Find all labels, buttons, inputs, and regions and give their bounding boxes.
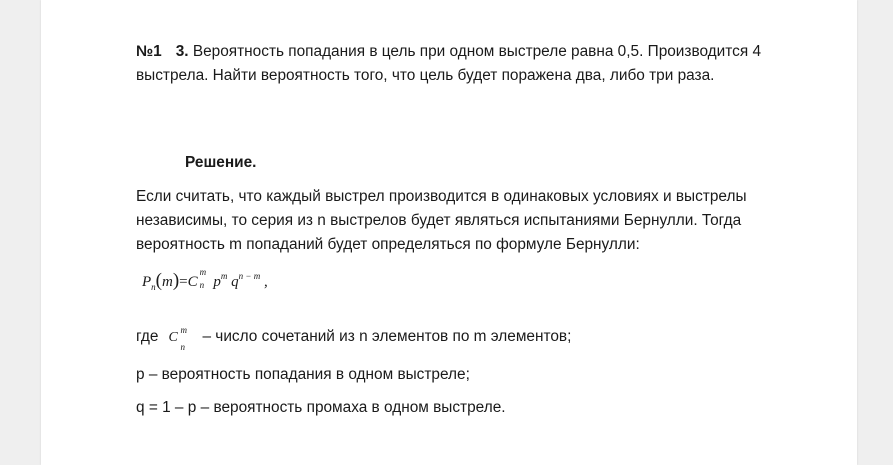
comb-symbol <box>168 324 196 352</box>
p-definition: р – вероятность попадания в одном выстреле; <box>136 366 470 383</box>
comb-c: C <box>168 329 178 345</box>
formula-p-sub: n <box>151 282 156 292</box>
comb-sup: m <box>180 324 187 335</box>
comb-sub: n <box>180 341 185 352</box>
formula-c: C <box>187 274 198 290</box>
formula-c-sub: n <box>199 280 205 290</box>
problem-text: Вероятность попадания в цель при одном выстреле равна 0,5. Производится 4 выстрела. Найти вероятность того, что цель будет поражена два, либо три раза. <box>136 43 762 84</box>
formula-arg: m <box>162 274 173 290</box>
formula-comb <box>187 267 210 291</box>
problem-statement <box>136 40 761 88</box>
solution-heading: Решение. <box>185 154 257 171</box>
formula-q-sup: n − m <box>238 271 261 281</box>
formula-p: P <box>142 274 152 290</box>
formula-pp: p <box>213 274 221 290</box>
formula-q: q <box>231 274 239 290</box>
problem-number: №1 <box>136 43 162 60</box>
solution-intro: Если считать, что каждый выстрел производится в одинаковых условиях и выстрелы независимы, то серия из n выстрелов будет являться испытаниями Бернулли. Тогда вероятность m попаданий будет определяться по формуле Бернулли: <box>136 188 747 253</box>
formula-eq: = <box>179 274 188 290</box>
document-page <box>41 0 857 465</box>
formula-p-sup: m <box>220 271 228 281</box>
q-definition: q = 1 – р – вероятность промаха в одном выстреле. <box>136 399 506 416</box>
where-line <box>136 324 572 352</box>
formula-c-sup: m <box>199 267 207 277</box>
where-prefix: где <box>136 328 159 345</box>
formula-comma: , <box>263 274 268 290</box>
where-text: – число сочетаний из n элементов по m элементов; <box>202 328 572 345</box>
problem-index: 3. <box>175 43 189 60</box>
bernoulli-formula: $P_n(m)=C$ m n $p^m$ $q^{n - m}$ , <box>142 267 268 292</box>
